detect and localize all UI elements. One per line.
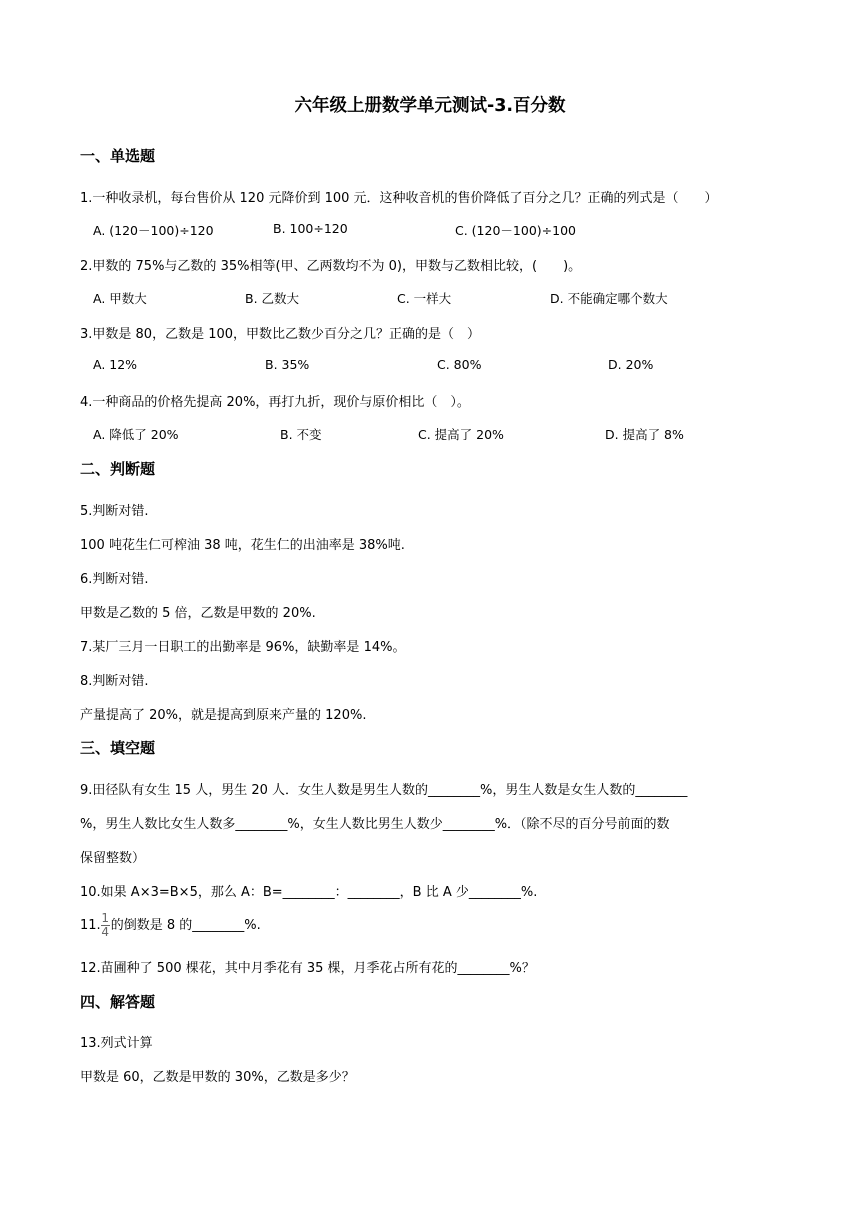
q2-option-d: D. 不能确定哪个数大: [550, 291, 668, 306]
section-heading-true-false: 二、判断题: [80, 460, 156, 478]
question-11-stem: [80, 913, 261, 938]
q1-option-a: A. (120－100)÷120: [93, 223, 214, 238]
q2-option-a: A. 甲数大: [93, 291, 147, 306]
q3-option-b: B. 35%: [265, 357, 310, 372]
question-8-body: 产量提高了 20%，就是提高到原来产量的 120%.: [80, 708, 367, 723]
fraction-one-quarter: [101, 913, 110, 938]
question-9-line-1: 9.田径队有女生 15 人，男生 20 人．女生人数是男生人数的________%，男生人数是女生人数的________: [80, 783, 688, 798]
question-10-stem: 10.如果 A×3=B×5，那么 A：B=________：________，B 比 A 少________%.: [80, 885, 538, 900]
q2-option-b: B. 乙数大: [245, 291, 300, 306]
question-5-body: 100 吨花生仁可榨油 38 吨，花生仁的出油率是 38%吨.: [80, 538, 405, 553]
question-5-head: 5.判断对错.: [80, 504, 149, 519]
question-6-body: 甲数是乙数的 5 倍，乙数是甲数的 20%.: [80, 606, 316, 621]
page-title: 六年级上册数学单元测试-3.百分数: [294, 96, 566, 116]
question-2-stem: 2.甲数的 75%与乙数的 35%相等(甲、乙两数均不为 0)，甲数与乙数相比较，( )。: [80, 259, 582, 274]
question-7-stem: 7.某厂三月一日职工的出勤率是 96%，缺勤率是 14%。: [80, 640, 406, 655]
fraction-numerator: 1: [101, 911, 109, 925]
q3-option-c: C. 80%: [437, 357, 482, 372]
question-11-suffix: 的倒数是 8 的________%.: [110, 918, 261, 933]
question-6-head: 6.判断对错.: [80, 572, 149, 587]
fraction-denominator: 4: [101, 925, 109, 939]
question-9-line-2: %，男生人数比女生人数多________%，女生人数比男生人数少________%．（除不尽的百分号前面的数: [80, 817, 670, 832]
section-heading-single-choice: 一、单选题: [80, 147, 156, 165]
q3-option-a: A. 12%: [93, 357, 138, 372]
section-heading-problem-solving: 四、解答题: [80, 993, 156, 1011]
q4-option-c: C. 提高了 20%: [418, 427, 504, 442]
q1-option-b: B. 100÷120: [273, 221, 348, 236]
question-13-body: 甲数是 60，乙数是甲数的 30%，乙数是多少？: [80, 1070, 355, 1085]
q3-option-d: D. 20%: [608, 357, 654, 372]
question-11-prefix: 11.: [80, 918, 101, 933]
question-8-head: 8.判断对错.: [80, 674, 149, 689]
question-3-stem: 3.甲数是 80，乙数是 100，甲数比乙数少百分之几？正确的是（ ）: [80, 327, 481, 342]
q4-option-d: D. 提高了 8%: [605, 427, 684, 442]
q2-option-c: C. 一样大: [397, 291, 452, 306]
question-4-stem: 4.一种商品的价格先提高 20%，再打九折，现价与原价相比（ ）。: [80, 395, 470, 410]
question-13-head: 13.列式计算: [80, 1036, 153, 1051]
question-1-stem: 1.一种收录机，每台售价从 120 元降价到 100 元．这种收音机的售价降低了百分之几？正确的列式是（ ）: [80, 191, 718, 206]
q4-option-b: B. 不变: [280, 427, 322, 442]
question-12-stem: 12.苗圃种了 500 棵花，其中月季花有 35 棵，月季花占所有花的________%？: [80, 961, 535, 976]
question-9-line-3: 保留整数）: [80, 851, 146, 866]
section-heading-fill-blank: 三、填空题: [80, 739, 156, 757]
q4-option-a: A. 降低了 20%: [93, 427, 179, 442]
q1-option-c: C. (120－100)÷100: [455, 223, 576, 238]
